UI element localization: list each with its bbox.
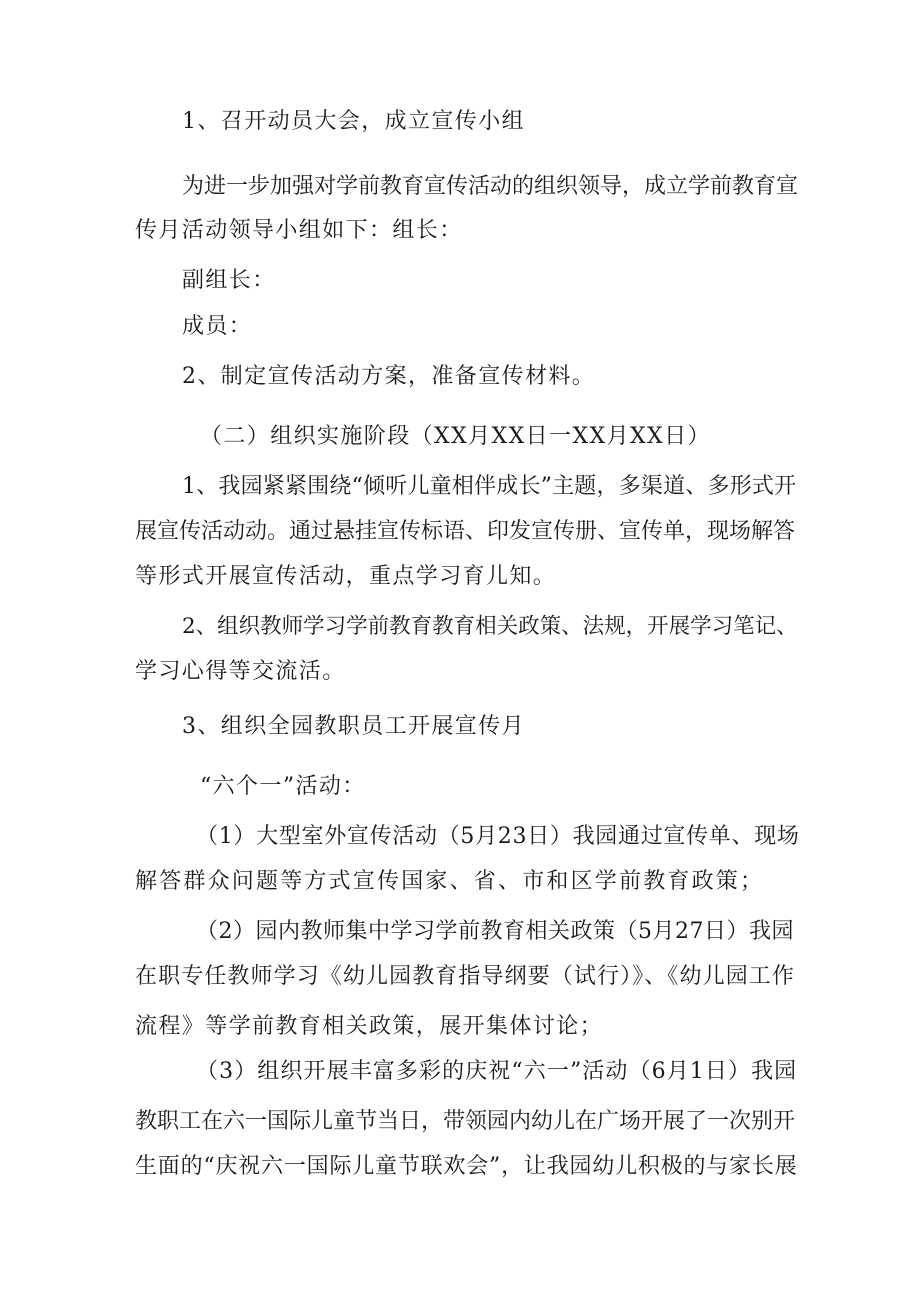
paragraph-line: 等形式开展宣传活动，重点学习育儿知。 <box>135 564 557 589</box>
paragraph-line: 展宣传活动动。通过悬挂宣传标语、印发宣传册、宣传单，现场解答 <box>135 519 796 544</box>
paragraph-line: 在职专任教师学习《幼儿园教育指导纲要（试行）》、《幼儿园工作 <box>135 964 796 989</box>
paragraph-line: （2）园内教师集中学习学前教育相关政策（5月27日）我园 <box>196 919 794 944</box>
paragraph-line: 为进一步加强对学前教育宣传活动的组织领导，成立学前教育宣 <box>182 174 799 199</box>
paragraph-line: 流程》等学前教育相关政策，展开集体讨论； <box>135 1014 604 1039</box>
paragraph-line: （1）大型室外宣传活动（5月23日）我园通过宣传单、现场 <box>196 824 800 849</box>
paragraph-line: “六个一”活动： <box>200 774 366 799</box>
paragraph-line: 传月活动领导小组如下：组长： <box>135 218 463 243</box>
section-heading: （二）组织实施阶段（XX月XX日一XX月XX日） <box>200 424 711 449</box>
paragraph-line: 副组长： <box>182 268 276 293</box>
paragraph-line: （3）组织开展丰富多彩的庆祝“六一”活动（6月1日）我园 <box>196 1059 798 1084</box>
heading-item-2: 2、制定宣传活动方案，准备宣传材料。 <box>182 364 596 389</box>
paragraph-line: 生面的“庆祝六一国际儿童节联欢会”，让我园幼儿积极的与家长展 <box>135 1154 798 1179</box>
paragraph-line: 2、组织教师学习学前教育教育相关政策、法规，开展学习笔记、 <box>182 614 798 639</box>
heading-item-1: 1、召开动员大会，成立宣传小组 <box>182 109 525 134</box>
paragraph-line: 解答群众问题等方式宣传国家、省、市和区学前教育政策； <box>135 869 765 894</box>
heading-item-3: 3、组织全园教职员工开展宣传月 <box>182 714 525 739</box>
paragraph-line: 教职工在六一国际儿童节当日，带领园内幼儿在广场开展了一次别开 <box>135 1109 796 1134</box>
paragraph-line: 成员： <box>182 314 253 339</box>
paragraph-line: 学习心得等交流活。 <box>135 659 346 684</box>
paragraph-line: 1、我园紧紧围绕“倾听儿童相伴成长”主题，多渠道、多形式开 <box>182 474 797 499</box>
